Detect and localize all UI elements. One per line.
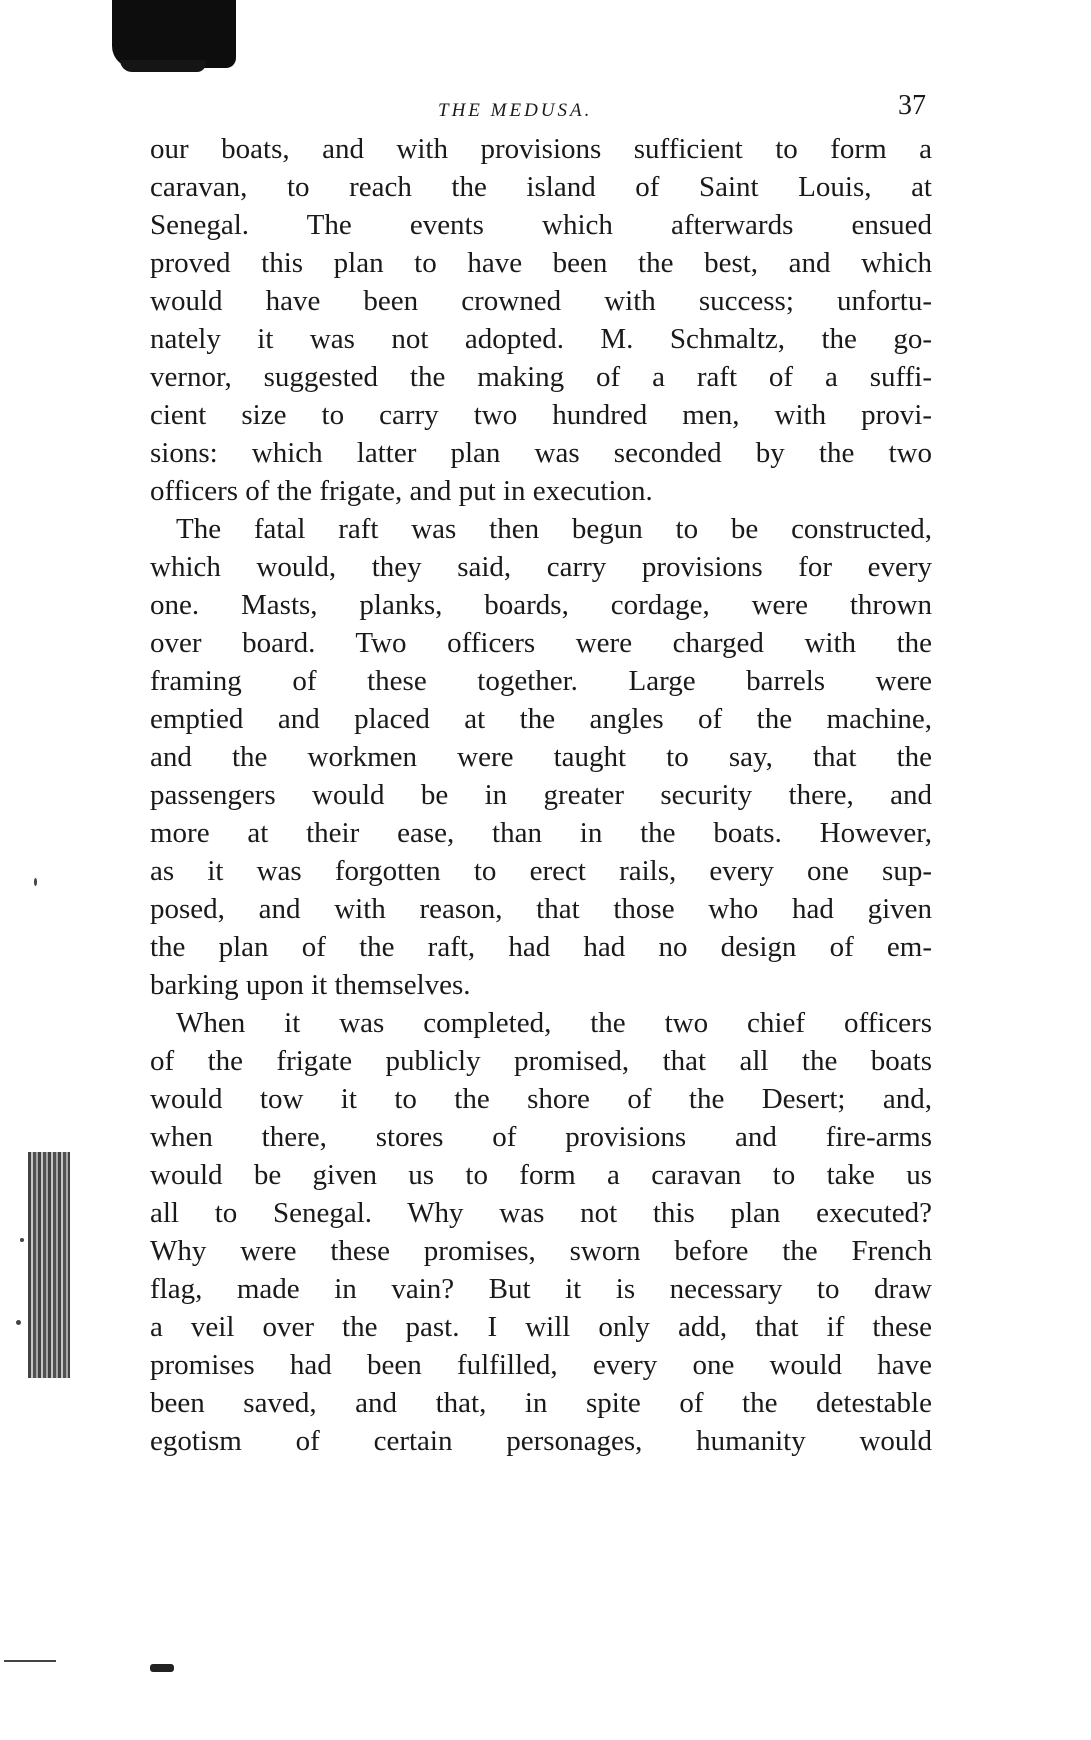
running-head: THE MEDUSA.: [438, 100, 593, 121]
text-line: the plan of the raft, had had no design of em-: [150, 931, 932, 963]
text-line: framing of these together. Large barrels were: [150, 665, 932, 697]
page-header: [150, 90, 930, 130]
text-line: emptied and placed at the angles of the machine,: [150, 703, 932, 735]
text-line: would tow it to the shore of the Desert; and,: [150, 1083, 932, 1115]
text-line: which would, they said, carry provisions for every: [150, 551, 932, 583]
text-line: would be given us to form a caravan to take us: [150, 1159, 932, 1191]
text-line: posed, and with reason, that those who had given: [150, 893, 932, 925]
text-line: as it was forgotten to erect rails, every one sup-: [150, 855, 932, 887]
binding-edge-mark: [28, 1152, 70, 1378]
text-line: cient size to carry two hundred men, with provi-: [150, 399, 932, 431]
text-line: vernor, suggested the making of a raft of a suffi-: [150, 361, 932, 393]
ink-speck: [16, 1320, 21, 1325]
text-line: over board. Two officers were charged with the: [150, 627, 932, 659]
text-line: our boats, and with provisions sufficient to form a: [150, 133, 932, 165]
text-line: of the frigate publicly promised, that all the boats: [150, 1045, 932, 1077]
text-line: sions: which latter plan was seconded by the two: [150, 437, 932, 469]
text-line: would have been crowned with success; unfortu-: [150, 285, 932, 317]
text-line: caravan, to reach the island of Saint Louis, at: [150, 171, 932, 203]
text-line: Senegal. The events which afterwards ensued: [150, 209, 932, 241]
text-line: egotism of certain personages, humanity would: [150, 1425, 932, 1457]
text-line: flag, made in vain? But it is necessary to draw: [150, 1273, 932, 1305]
footer-ink-mark: [150, 1664, 174, 1672]
text-line: passengers would be in greater security there, and: [150, 779, 932, 811]
text-line: and the workmen were taught to say, that the: [150, 741, 932, 773]
text-line: nately it was not adopted. M. Schmaltz, the go-: [150, 323, 932, 355]
ink-speck: [20, 1238, 24, 1242]
text-line: when there, stores of provisions and fire-arms: [150, 1121, 932, 1153]
body-text: [150, 130, 932, 1460]
ink-speck: [34, 878, 37, 886]
margin-dash-mark: [4, 1660, 56, 1662]
text-line: all to Senegal. Why was not this plan executed?: [150, 1197, 932, 1229]
ink-blot-mark: [112, 0, 236, 68]
text-line: Why were these promises, sworn before the French: [150, 1235, 932, 1267]
text-line: proved this plan to have been the best, and which: [150, 247, 932, 279]
text-line: The fatal raft was then begun to be constructed,: [176, 513, 932, 545]
text-line: one. Masts, planks, boards, cordage, were thrown: [150, 589, 932, 621]
text-line: a veil over the past. I will only add, that if these: [150, 1311, 932, 1343]
text-line: officers of the frigate, and put in execution.: [150, 475, 653, 507]
text-line: more at their ease, than in the boats. However,: [150, 817, 932, 849]
text-line: promises had been fulfilled, every one would have: [150, 1349, 932, 1381]
page-number: 37: [898, 90, 926, 121]
text-line: barking upon it themselves.: [150, 969, 471, 1001]
text-line: been saved, and that, in spite of the detestable: [150, 1387, 932, 1419]
text-line: When it was completed, the two chief officers: [176, 1007, 932, 1039]
